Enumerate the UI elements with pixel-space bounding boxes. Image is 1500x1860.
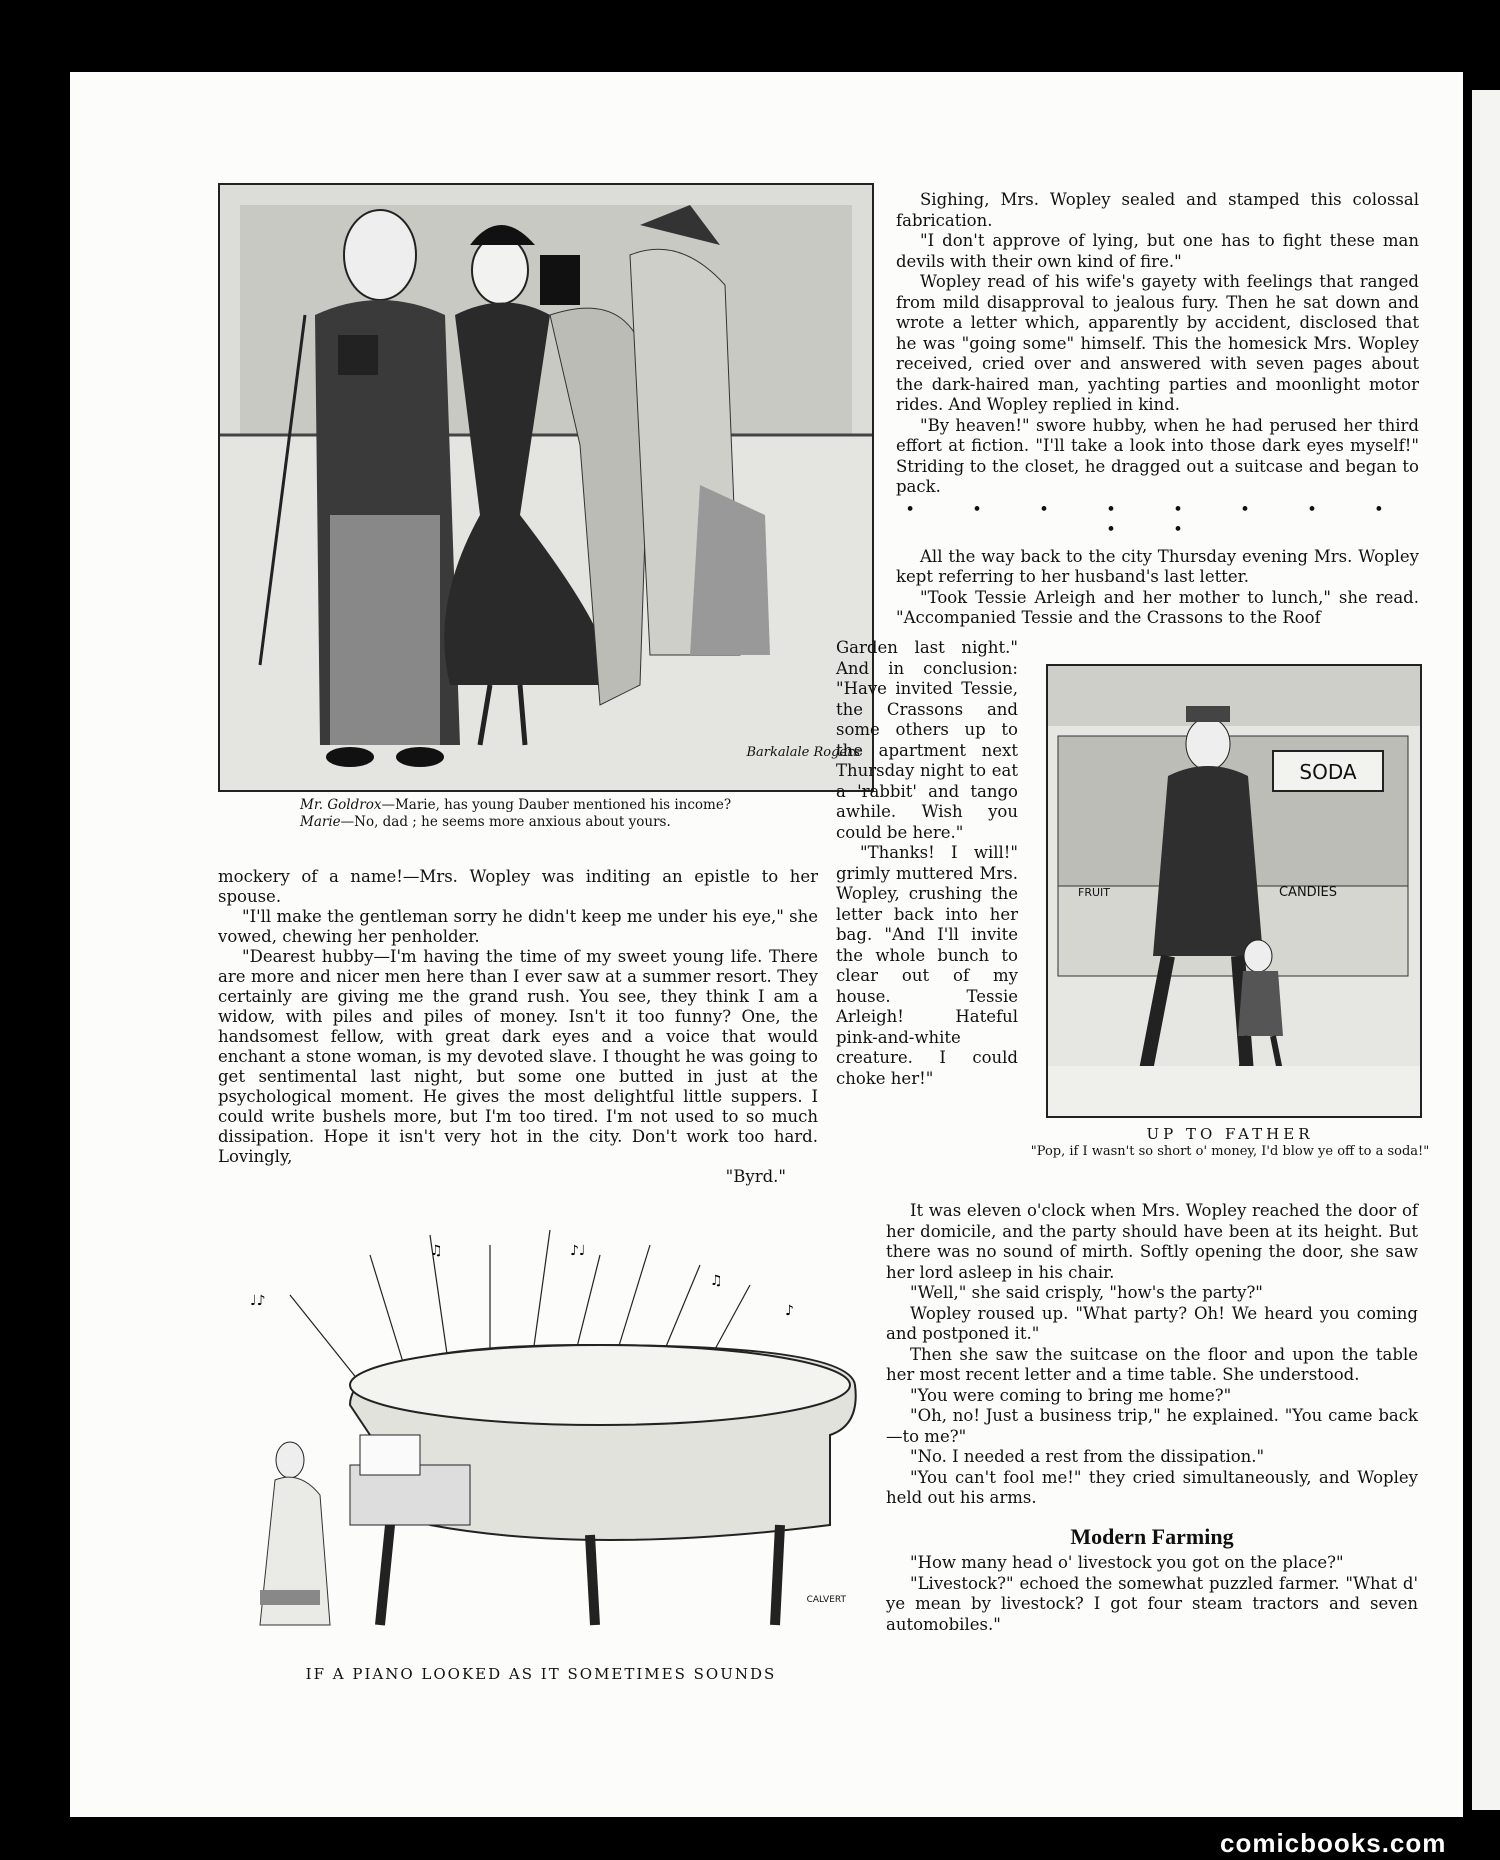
paragraph: "Took Tessie Arleigh and her mother to lunch," she read. "Accompanied Tessie and the Crassons to the Roof (896, 587, 1419, 627)
paragraph: "Dearest hubby—I'm having the time of my sweet young life. There are more and nicer men here than I ever saw at a summer resort. They certainly are giving me the grand rush. You see, they think I am a widow, with piles and piles of money. Isn't it too funny? One, the handsomest fellow, with great dark eyes and a voice that would enchant a stone woman, is my devoted slave. I thought he was going to get sentimental last night, but some one butted in just at the psychological moment. He gives the most delightful little suppers. I could write bushels more, but I'm too tired. I'm not used to so much dissipation. Hope it isn't very hot in the city. Don't work too hard. Lovingly, (218, 947, 818, 1166)
illustration-up-to-father (1046, 664, 1422, 1118)
article-heading-modern-farming: Modern Farming (1070, 1523, 1234, 1549)
caption-piano: IF A PIANO LOOKED AS IT SOMETIMES SOUNDS (305, 1665, 777, 1683)
right-column-text-bottom (886, 1201, 1418, 1635)
paragraph: "Well," she said crisply, "how's the party?" (910, 1283, 1263, 1302)
fruit-sign-text: FRUIT (1078, 886, 1110, 899)
illustration-signature: Barkalale Rogers (746, 745, 860, 760)
paragraph: "Oh, no! Just a business trip," he explained. "You came back—to me?" (886, 1406, 1418, 1446)
paragraph: "No. I needed a rest from the dissipation." (910, 1447, 1265, 1466)
paragraph: Garden last night." And in conclusion: "Have invited Tessie, the Crassons and some others up to the apartment next Thursday night to eat a 'rabbit' and tango awhile. Wish you could be here." (836, 638, 1018, 842)
facing-page-edge (1472, 90, 1500, 1810)
paragraph: "I don't approve of lying, but one has to fight these man devils with their own kind of fire." (896, 231, 1419, 271)
paragraph: It was eleven o'clock when Mrs. Wopley reached the door of her domicile, and the party should have been at its height. But there was no sound of mirth. Softly opening the door, she saw her lord asleep in his chair. (886, 1201, 1418, 1282)
section-break-dots: • • • • • • • • • • (905, 499, 1410, 539)
caption-up-to-father (1020, 1126, 1440, 1160)
svg-text:♪: ♪ (785, 1303, 794, 1319)
caption-text: —Marie, has young Dauber mentioned his income? (381, 797, 732, 813)
paragraph: All the way back to the city Thursday evening Mrs. Wopley kept referring to her husband's last letter. (896, 546, 1419, 586)
paragraph: "By heaven!" swore hubby, when he had perused her third effort at fiction. "I'll take a look into those dark eyes myself!" Striding to the closet, he dragged out a suitcase and began to pack. (896, 415, 1419, 496)
paragraph: "Livestock?" echoed the somewhat puzzled farmer. "What d' ye mean by livestock? I got four steam tractors and seven automobiles." (886, 1573, 1418, 1634)
caption-text: "Pop, if I wasn't so short o' money, I'd blow ye off to a soda!" (1030, 1144, 1430, 1159)
illustration-goldrox (218, 183, 874, 792)
signature-byrd: "Byrd." (725, 1167, 786, 1186)
svg-text:♪♩: ♪♩ (570, 1243, 586, 1259)
caption-speaker: Marie (300, 814, 341, 830)
paragraph: "You can't fool me!" they cried simultaneously, and Wopley held out his arms. (886, 1467, 1418, 1507)
illustration-signature: CALVERT (806, 1595, 846, 1605)
caption-speaker: Mr. Goldrox (300, 797, 382, 813)
candies-sign-text: CANDIES (1278, 885, 1338, 900)
svg-text:♫: ♫ (710, 1273, 723, 1289)
caption-text: —No, dad ; he seems more anxious about yours. (340, 814, 671, 830)
watermark: comicbooks.com (1220, 1828, 1447, 1858)
paragraph: Wopley roused up. "What party? Oh! We heard you coming and postponed it." (886, 1303, 1418, 1343)
caption-title: UP TO FATHER (1146, 1125, 1314, 1143)
paragraph: Sighing, Mrs. Wopley sealed and stamped this colossal fabrication. (896, 190, 1419, 230)
soda-sign-text: SODA (1299, 760, 1357, 784)
svg-text:♫: ♫ (430, 1243, 443, 1259)
paragraph: Then she saw the suitcase on the floor and upon the table her most recent letter and a time table. She understood. (886, 1344, 1418, 1384)
paragraph: "You were coming to bring me home?" (910, 1385, 1232, 1405)
svg-text:♩♪: ♩♪ (250, 1293, 266, 1309)
paragraph: "I'll make the gentleman sorry he didn't keep me under his eye," she vowed, chewing her penholder. (218, 907, 818, 946)
illustration-piano (230, 1225, 860, 1655)
paragraph: "Thanks! I will!" grimly muttered Mrs. Wopley, crushing the letter back into her bag. "And I'll invite the whole bunch to clear out of my house. Tessie Arleigh! Hateful pink-and-white creature. I could choke her!" (836, 843, 1018, 1088)
paragraph: "How many head o' livestock you got on the place?" (910, 1553, 1344, 1572)
right-column-text-top (896, 190, 1419, 629)
left-column-text (218, 867, 818, 1187)
narrow-column-text (836, 638, 1018, 1089)
paragraph: Wopley read of his wife's gayety with feelings that ranged from mild disapproval to jealous fury. Then he sat down and wrote a letter which, apparently by accident, disclosed that he was "going some" himself. This the homesick Mrs. Wopley received, cried over and answered with seven pages about the dark-haired man, yachting parties and moonlight motor rides. And Wopley replied in kind. (896, 272, 1419, 414)
paragraph: mockery of a name!—Mrs. Wopley was inditing an epistle to her spouse. (218, 867, 818, 906)
caption-goldrox (300, 797, 820, 831)
